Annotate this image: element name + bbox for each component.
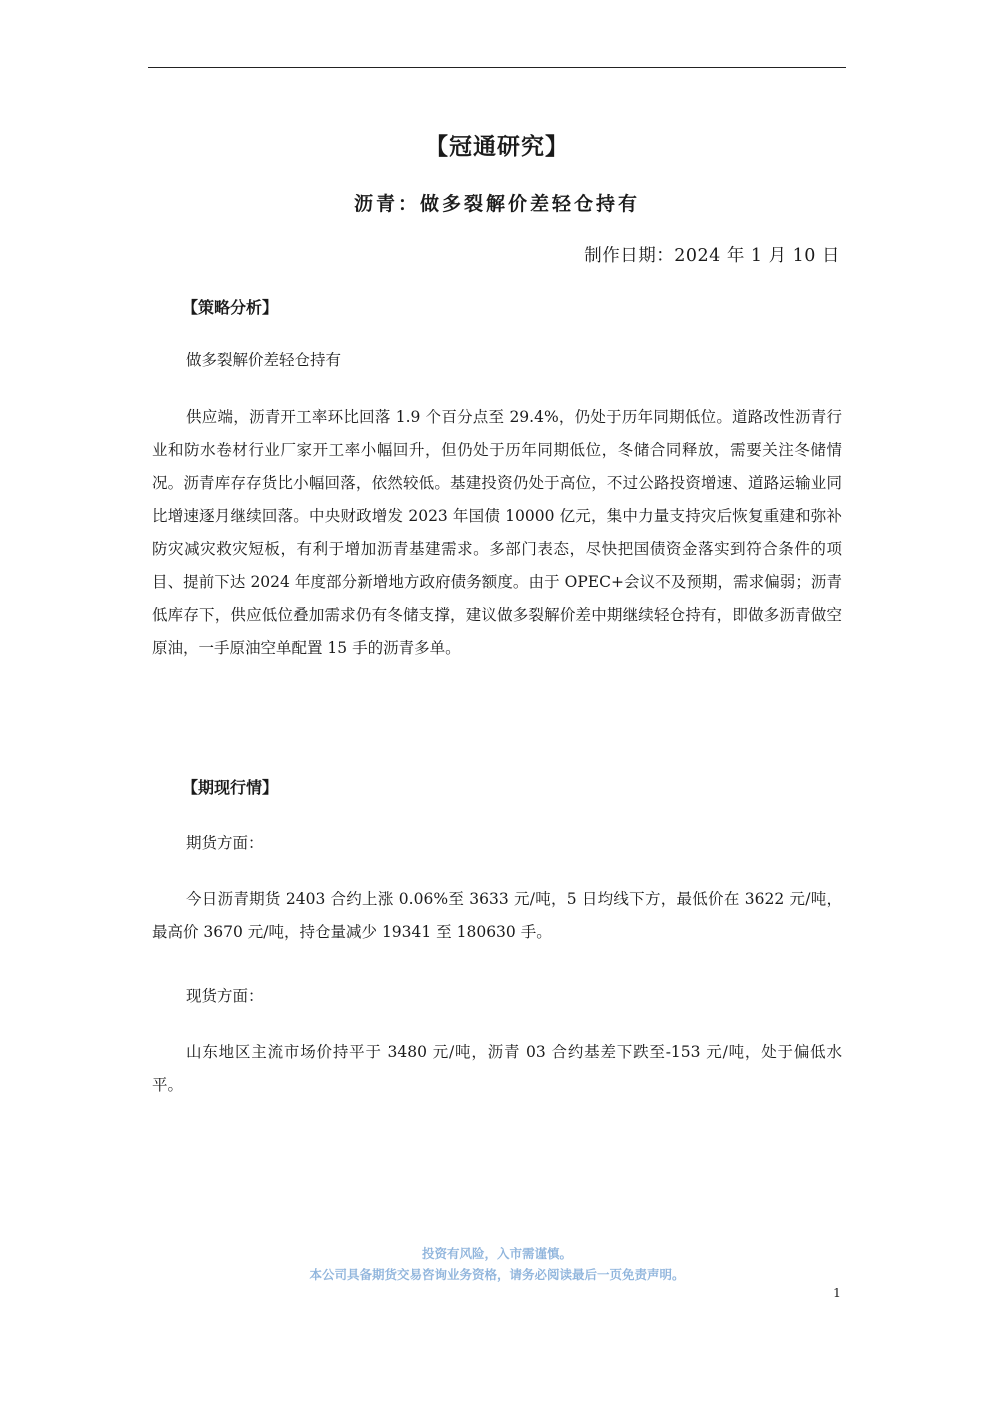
- futures-label: 期货方面：: [186, 834, 264, 852]
- spot-body: 山东地区主流市场价持平于 3480 元/吨，沥青 03 合约基差下跌至-153 元/吨，处于偏低水平。: [152, 1043, 842, 1094]
- futures-body: 今日沥青期货 2403 合约上涨 0.06%至 3633 元/吨，5 日均线下方，最低价在 3622 元/吨，最高价 3670 元/吨，持仓量减少 19341 至 180630 手。: [152, 890, 842, 941]
- strategy-summary: 做多裂解价差轻仓持有: [186, 351, 342, 369]
- date-line: 制作日期：2024 年 1 月 10 日: [584, 246, 840, 266]
- org-title: 【冠通研究】: [425, 133, 569, 160]
- strategy-heading: 【策略分析】: [182, 298, 279, 317]
- market-heading: 【期现行情】: [182, 778, 279, 797]
- page-number: 1: [833, 1285, 841, 1300]
- strategy-body: 供应端，沥青开工率环比回落 1.9 个百分点至 29.4%，仍处于历年同期低位。道路改性沥青行业和防水卷材行业厂家开工率小幅回升，但仍处于历年同期低位，冬储合同释放，需要关注冬储情况。沥青库存存货比小幅回落，依然较低。基建投资仍处于高位，不过公路投资增速、道路运输业同比增速逐月继续回落。中央财政增发 2023 年国债 10000 亿元，集中力量支持灾后恢复重建和弥补防灾减灾救灾短板，有利于增加沥青基建需求。多部门表态，尽快把国债资金落实到符合条件的项目、提前下达 2024 年度部分新增地方政府债务额度。由于 OPEC+会议不及预期，需求偏弱；沥青低库存下，供应低位叠加需求仍有冬储支撑，建议做多裂解价差中期继续轻仓持有，即做多沥青做空原油，一手原油空单配置 15 手的沥青多单。: [152, 408, 842, 657]
- risk-warning: 投资有风险，入市需谨慎。: [421, 1246, 572, 1261]
- header-rule: [148, 67, 846, 68]
- spot-label: 现货方面：: [186, 987, 264, 1005]
- doc-title: 沥青：做多裂解价差轻仓持有: [353, 193, 640, 215]
- disclaimer-notice: 本公司具备期货交易咨询业务资格，请务必阅读最后一页免责声明。: [309, 1267, 685, 1282]
